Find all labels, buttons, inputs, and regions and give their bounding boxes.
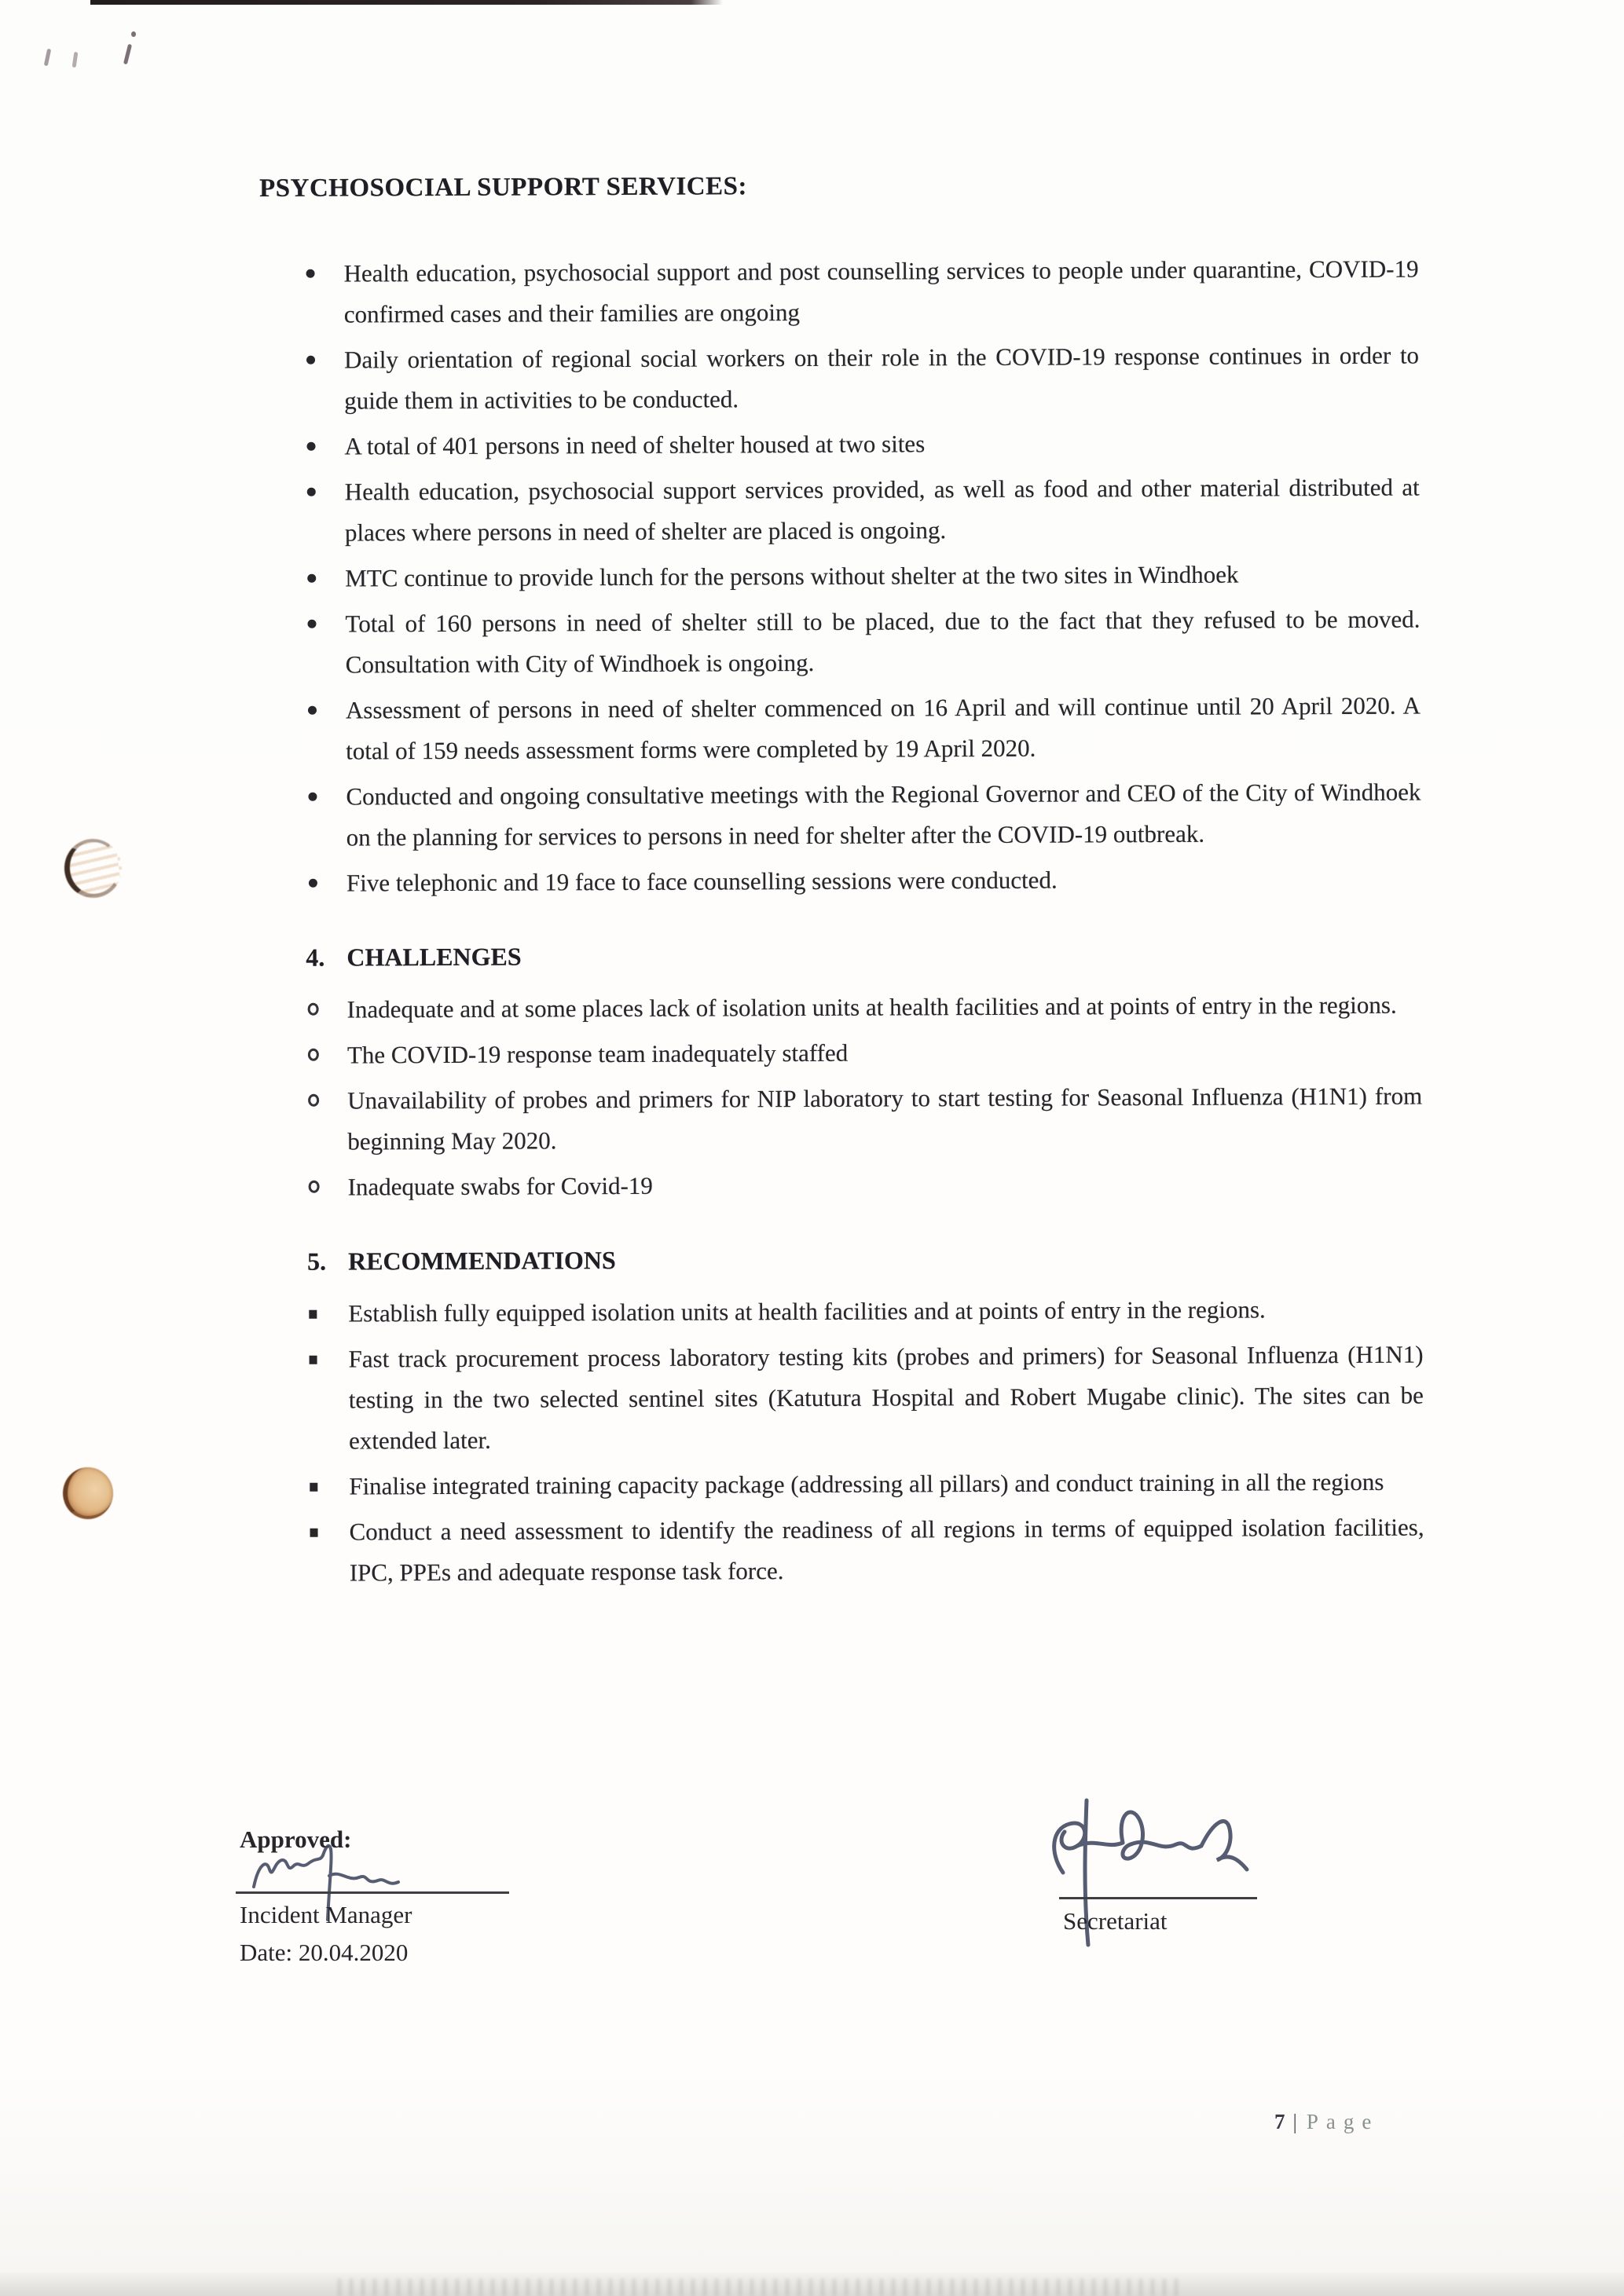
bullet-circle-icon bbox=[308, 1003, 319, 1016]
page-footer bbox=[1274, 2110, 1379, 2134]
bullet-dot-icon bbox=[308, 706, 317, 715]
list-item: The COVID-19 response team inadequately staffed bbox=[263, 1031, 1422, 1076]
bullet-dot-icon bbox=[307, 488, 316, 496]
section-title: RECOMMENDATIONS bbox=[347, 1246, 616, 1276]
list-item: Establish fully equipped isolation units at health facilities and at points of entry in the regions. bbox=[264, 1289, 1423, 1335]
bullet-dot-icon bbox=[309, 879, 317, 888]
bullet-square-icon bbox=[310, 1356, 317, 1364]
list-item: Inadequate swabs for Covid-19 bbox=[264, 1163, 1423, 1208]
challenges-list bbox=[263, 985, 1423, 1208]
list-item: Daily orientation of regional social workers on their role in the COVID-19 response continues in order to guide them in activities to be conducted. bbox=[260, 335, 1419, 422]
bullet-circle-icon bbox=[308, 1094, 319, 1107]
bullet-square-icon bbox=[310, 1529, 318, 1537]
signatory-title: Incident Manager bbox=[240, 1901, 412, 1928]
list-item: Finalise integrated training capacity package (addressing all pillars) and conduct training in all the regions bbox=[265, 1462, 1424, 1507]
list-item: Inadequate and at some places lack of isolation units at health facilities and at points of entry in the regions. bbox=[263, 985, 1422, 1031]
bottom-bleed-artifact bbox=[338, 2279, 1186, 2296]
recommendations-heading bbox=[307, 1243, 1423, 1276]
list-item: Health education, psychosocial support and post counselling services to people under quarantine, COVID-19 confirmed cases and their families are ongoing bbox=[259, 249, 1418, 335]
psychosocial-bullet-list bbox=[259, 249, 1421, 904]
list-item: Total of 160 persons in need of shelter still to be placed, due to the fact that they refused to be moved. Consultation with City of Windhoek is ongoing. bbox=[261, 599, 1420, 686]
approval-block bbox=[0, 1807, 1624, 2011]
bullet-dot-icon bbox=[306, 442, 315, 451]
challenges-heading bbox=[306, 939, 1421, 972]
list-item: Five telephonic and 19 face to face counselling sessions were conducted. bbox=[262, 859, 1421, 904]
pen-mark bbox=[72, 52, 79, 68]
list-item: A total of 401 persons in need of shelter housed at two sites bbox=[260, 422, 1419, 467]
bullet-dot-icon bbox=[307, 620, 316, 628]
hole-punch-mark bbox=[63, 1467, 113, 1519]
list-item: MTC continue to provide lunch for the persons without shelter at the two sites in Windhoek bbox=[261, 554, 1420, 599]
bullet-dot-icon bbox=[307, 574, 316, 583]
footer-separator: | bbox=[1292, 2110, 1297, 2133]
hole-punch-mark bbox=[60, 835, 126, 901]
list-item: Conduct a need assessment to identify the readiness of all regions in terms of equipped isolation facilities, IPC, PPEs and adequate response task force. bbox=[265, 1507, 1424, 1594]
document-content bbox=[259, 170, 1424, 1598]
signature-line bbox=[1059, 1897, 1257, 1899]
bullet-square-icon bbox=[309, 1310, 317, 1319]
pen-mark bbox=[131, 31, 136, 37]
pen-mark bbox=[123, 44, 132, 64]
scanner-edge-artifact bbox=[90, 0, 723, 5]
secretariat-label: Secretariat bbox=[1063, 1907, 1168, 1935]
bullet-dot-icon bbox=[306, 269, 315, 278]
bullet-circle-icon bbox=[309, 1181, 320, 1193]
signature-line bbox=[236, 1891, 509, 1894]
list-item: Assessment of persons in need of shelter commenced on 16 April and will continue until 20 April 2020. A total of 159 needs assessment forms were completed by 19 April 2020. bbox=[262, 686, 1421, 772]
footer-page-word: Page bbox=[1306, 2110, 1380, 2133]
list-item: Unavailability of probes and primers for NIP laboratory to start testing for Seasonal Influenza (H1N1) from beginning May 2020. bbox=[263, 1076, 1422, 1163]
list-item: Conducted and ongoing consultative meetings with the Regional Governor and CEO of the City of Windhoek on the planning for services to persons in need for shelter after the COVID-19 outbreak. bbox=[262, 772, 1421, 859]
approved-label: Approved: bbox=[240, 1825, 352, 1853]
list-item: Health education, psychosocial support services provided, as well as food and other material distributed at places where persons in need of shelter are placed is ongoing. bbox=[261, 467, 1420, 554]
section-number: 5. bbox=[306, 1247, 327, 1276]
recommendations-list bbox=[264, 1289, 1424, 1594]
pen-mark bbox=[44, 49, 51, 67]
bullet-dot-icon bbox=[306, 356, 315, 364]
approval-date: Date: 20.04.2020 bbox=[240, 1939, 409, 1966]
section-number: 4. bbox=[306, 943, 325, 972]
list-item: Fast track procurement process laboratory testing kits (probes and primers) for Seasonal Influenza (H1N1) testing in the two selected sentinel sites (Katutura Hospital and Robert Mugabe clinic). The sites can be extended later. bbox=[264, 1335, 1424, 1462]
section-title: CHALLENGES bbox=[346, 942, 522, 972]
page-number: 7 bbox=[1274, 2110, 1285, 2133]
bullet-circle-icon bbox=[308, 1049, 319, 1061]
section-heading: PSYCHOSOCIAL SUPPORT SERVICES: bbox=[259, 172, 748, 203]
bullet-square-icon bbox=[310, 1483, 317, 1492]
bullet-dot-icon bbox=[308, 793, 317, 801]
